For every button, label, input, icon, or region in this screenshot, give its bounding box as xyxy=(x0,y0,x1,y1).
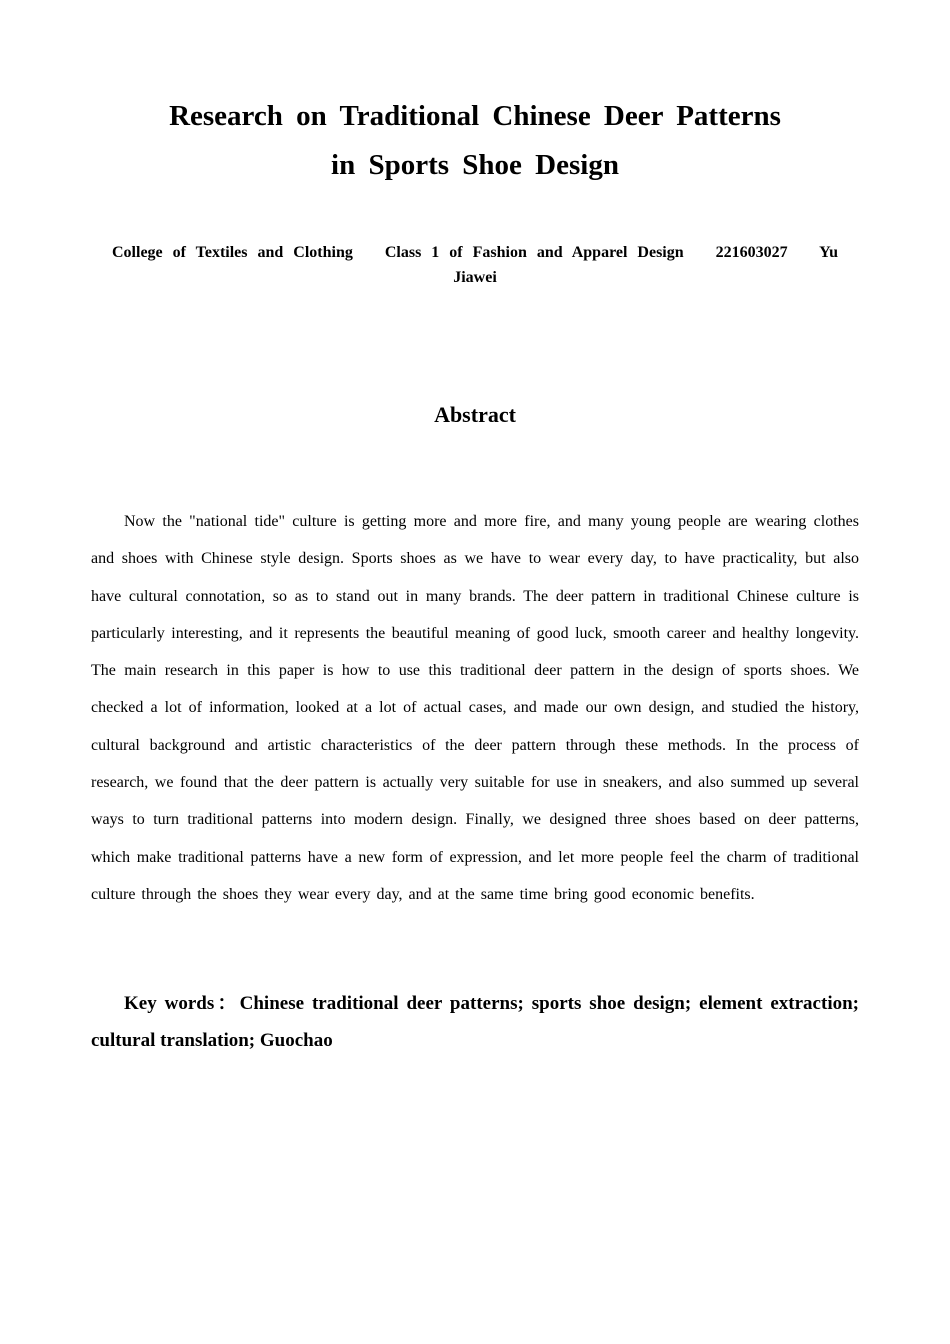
keywords-label: Key words： xyxy=(124,993,240,1014)
keywords-paragraph xyxy=(91,985,859,1059)
paper-title-line-1: Research on Traditional Chinese Deer Patterns xyxy=(169,100,781,132)
paper-title-line-2: in Sports Shoe Design xyxy=(331,149,619,181)
author-student-id: 221603027 xyxy=(715,244,788,261)
author-info xyxy=(112,240,838,290)
abstract-heading: Abstract xyxy=(434,402,516,427)
author-name: Yu Jiawei xyxy=(453,244,839,286)
author-college: College of Textiles and Clothing xyxy=(112,244,353,261)
abstract-body: Now the "national tide" culture is getting more and more fire, and many young people are wearing clothes and shoes with Chinese style design. Sports shoes as we have to wear every day, to have practicality, but also have cultural connotation, so as to stand out in many brands. The deer pattern in traditional Chinese culture is particularly interesting, and it represents the beautiful meaning of good luck, smooth career and healthy longevity. The main research in this paper is how to use this traditional deer pattern in the design of sports shoes. We checked a lot of information, looked at a lot of actual cases, and made our own design, and studied the history, cultural background and artistic characteristics of the deer pattern through these methods. In the process of research, we found that the deer pattern is actually very suitable for use in sneakers, and also summed up several ways to turn traditional patterns into modern design. Finally, we designed three shoes based on deer patterns, which make traditional patterns have a new form of expression, and let more people feel the charm of traditional culture through the shoes they wear every day, and at the same time bring good economic benefits. xyxy=(91,513,859,903)
author-class: Class 1 of Fashion and Apparel Design xyxy=(384,244,684,261)
keywords-text: Chinese traditional deer patterns; sports shoe design; element extraction; cultural translation; Guochao xyxy=(91,993,859,1051)
paper-title xyxy=(91,92,859,190)
